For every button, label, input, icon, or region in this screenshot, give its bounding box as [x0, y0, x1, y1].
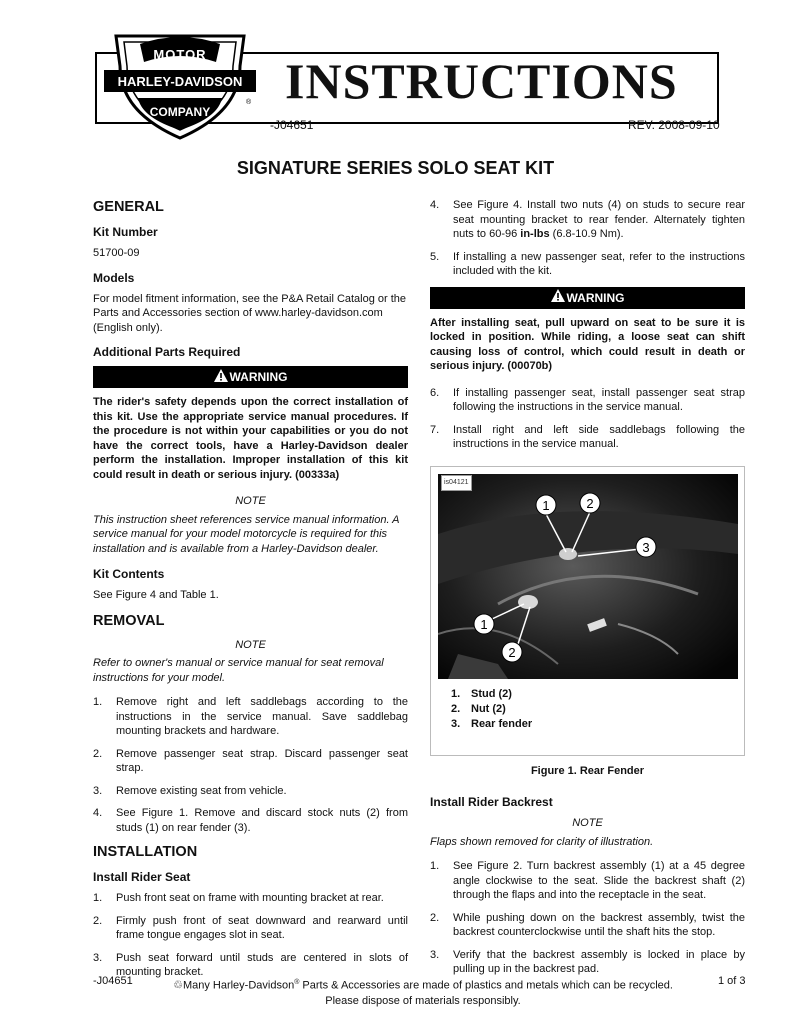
list-item: 2. Remove passenger seat strap. Discard passenger seat strap. — [93, 747, 408, 774]
warning-text: After installing seat, pull upward on seat to be sure it is locked in position. While riding, a loose seat can shift causing loss of control, which could result in death or serious injury. (00070b) — [430, 316, 745, 372]
list-item: 3. Push seat forward until studs are centered in slots of mounting bracket. — [93, 951, 408, 978]
removal-note-label: NOTE — [235, 638, 266, 651]
warning-triangle-icon — [551, 287, 565, 309]
list-item: 2. Firmly push front of seat downward and rearward until frame tongue engages slot in seat. — [93, 914, 408, 941]
install-seat-steps — [93, 891, 408, 980]
warning-triangle-icon — [214, 367, 228, 389]
kit-number: 51700-09 — [93, 247, 140, 259]
removal-note-text: Refer to owner's manual or service manual for seat removal instructions for your model. — [93, 657, 384, 684]
svg-text:COMPANY: COMPANY — [149, 105, 211, 119]
footer-document-number: -J04651 — [93, 975, 133, 987]
note-text: This instruction sheet references service manual information. A service manual for your model motorcycle is required for this installation and is available from a Harley-Davidson dealer. — [93, 513, 400, 555]
backrest-heading: Install Rider Backrest — [430, 795, 553, 809]
callout-1: 1 — [542, 497, 550, 513]
page-number: 1 of 3 — [718, 975, 746, 987]
figure-caption: Figure 1. Rear Fender — [530, 764, 645, 777]
backrest-note-text: Flaps shown removed for clarity of illustration. — [430, 835, 654, 848]
install-seat-heading: Install Rider Seat — [93, 870, 191, 884]
rear-fender-photo — [438, 474, 738, 679]
header-revision: REV. 2008-09-10 — [628, 118, 720, 132]
backrest-note-label: NOTE — [572, 817, 603, 829]
list-item: 7. Install right and left side saddlebags following the instructions in the service manual. — [430, 423, 745, 450]
warning-label: WARNING — [229, 370, 288, 384]
kit-contents-heading: Kit Contents — [93, 567, 165, 581]
models-text: For model fitment information, see the P&A Retail Catalog or the Parts and Accessories section of www.harley-davidson.com (English only). — [93, 292, 407, 334]
backrest-steps — [430, 859, 745, 977]
list-item: 1. Remove right and left saddlebags according to the instructions in the service manual. Save saddlebag mounting brackets and hardware. — [93, 696, 408, 737]
list-item: 1. Push front seat on frame with mounting bracket at rear. — [93, 892, 384, 904]
figure-id: is04121 — [441, 475, 472, 492]
legend-item: 2. Nut (2) — [451, 702, 506, 715]
list-item: 4. See Figure 4. Install two nuts (4) on studs to secure rear seat mounting bracket to rear fender. Alternately tighten nuts to 60-96 in-lbs (6.8-10.9 Nm). — [430, 199, 745, 240]
removal-steps — [93, 695, 408, 835]
callout-2: 2 — [586, 495, 594, 511]
right-column — [430, 198, 745, 985]
document-type-title: INSTRUCTIONS — [285, 53, 678, 109]
svg-text:®: ® — [246, 99, 252, 106]
list-item: 4. See Figure 1. Remove and discard stock nuts (2) from studs (1) on rear fender (3). — [93, 807, 408, 834]
warning-text: The rider's safety depends upon the correct installation of this kit. Use the appropriate service manual procedures. If the procedure is not within your capabilities or you do not have the correct tools, have a Harley-Davidson dealer perform the installation. Improper installation of this kit could result in death or serious injury. (00333a) — [93, 396, 408, 481]
svg-text:MOTOR: MOTOR — [153, 47, 207, 62]
harley-davidson-logo — [100, 32, 260, 142]
list-item: 1. See Figure 2. Turn backrest assembly (1) at a 45 degree angle clockwise to the seat. Slide the backrest shaft (2) through the flaps and into the receptacle in the seat. — [430, 860, 745, 901]
warning-banner — [430, 287, 745, 309]
svg-text:HARLEY-DAVIDSON: HARLEY-DAVIDSON — [117, 74, 243, 89]
left-column — [93, 198, 408, 988]
header-document-number: -J04651 — [270, 118, 314, 132]
list-item: 3. Verify that the backrest assembly is locked in place by pulling up in the backrest pad. — [430, 948, 745, 975]
installation-heading: INSTALLATION — [93, 844, 198, 860]
note-label: NOTE — [235, 495, 266, 507]
recycle-icon: ♲ — [173, 979, 183, 992]
warning-banner — [93, 366, 408, 388]
list-item: 6. If installing passenger seat, install passenger seat strap following the instructions in the service manual. — [430, 386, 745, 413]
figure-rear-fender — [430, 466, 745, 756]
models-heading: Models — [93, 270, 135, 285]
figure-legend — [451, 687, 532, 732]
callout-1: 1 — [480, 616, 488, 632]
install-seat-steps-continued — [430, 198, 745, 279]
callout-2: 2 — [508, 644, 516, 660]
kit-number-heading: Kit Number — [93, 225, 158, 239]
install-seat-steps-after — [430, 386, 745, 452]
list-item: 3. Remove existing seat from vehicle. — [93, 784, 287, 797]
list-item: 5. If installing a new passenger seat, refer to the instructions included with the kit. — [430, 250, 745, 277]
callout-3: 3 — [642, 539, 650, 555]
warning-label: WARNING — [566, 290, 625, 305]
footer-recycle-message: ♲Many Harley-Davidson® Parts & Accessories are made of plastics and metals which can be recycled. Please dispose of materials responsibly. — [173, 979, 673, 1007]
kit-contents-text: See Figure 4 and Table 1. — [93, 589, 219, 601]
list-item: 2. While pushing down on the backrest assembly, twist the backrest counterclockwise until the shaft hits the stop. — [430, 911, 745, 938]
legend-item: 3. Rear fender — [451, 717, 533, 730]
legend-item: 1. Stud (2) — [451, 687, 512, 700]
additional-parts-heading: Additional Parts Required — [93, 345, 241, 359]
page-title: SIGNATURE SERIES SOLO SEAT KIT — [236, 158, 555, 178]
removal-heading: REMOVAL — [93, 612, 165, 629]
general-heading: GENERAL — [93, 199, 164, 215]
